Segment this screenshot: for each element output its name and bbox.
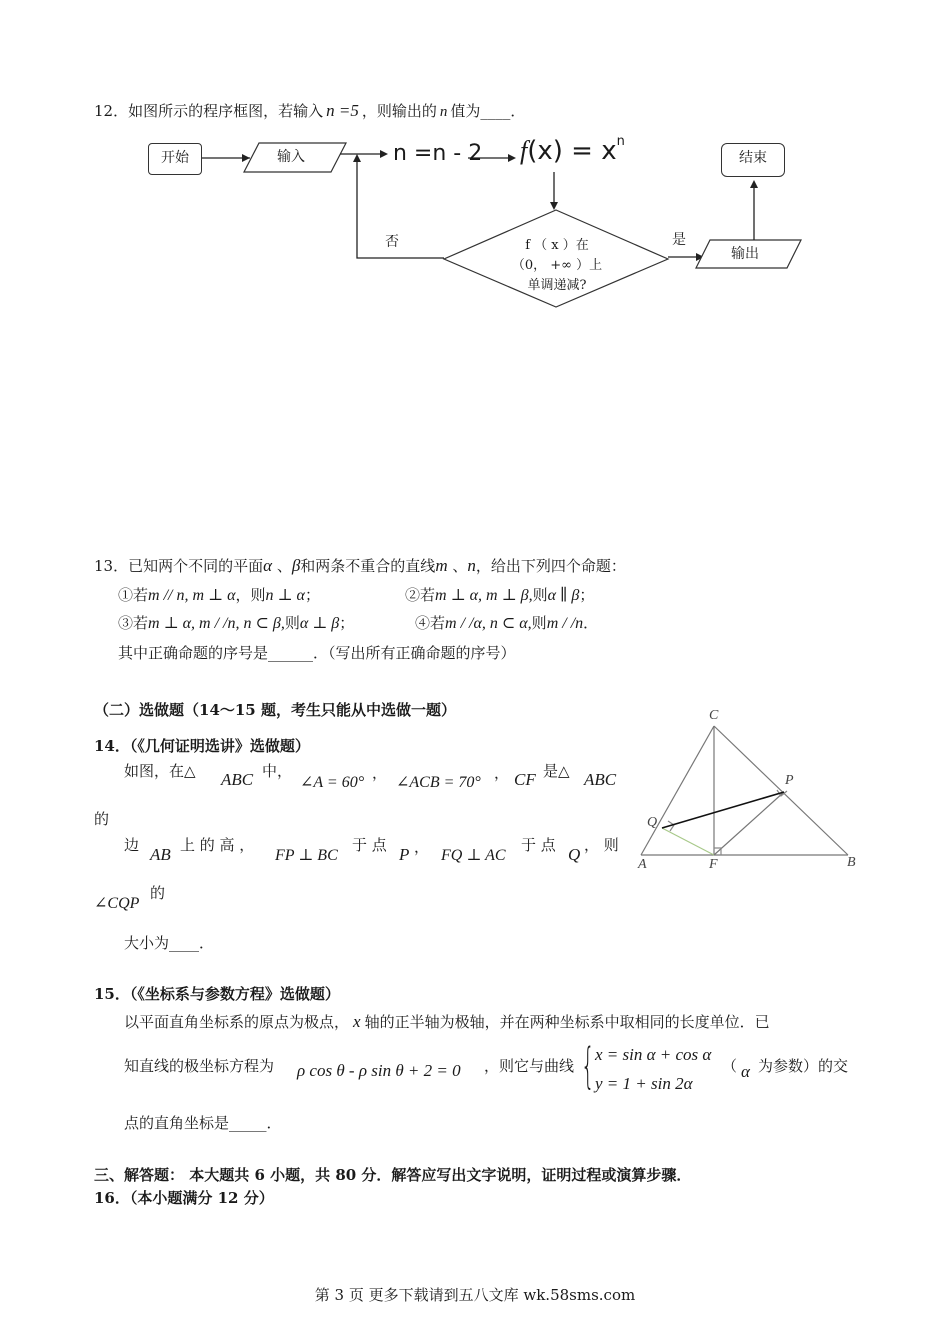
- q14-l1b: 中，: [262, 762, 293, 780]
- q14-cqp: ∠CQP: [94, 895, 140, 912]
- q12-text-a: 如图所示的程序框图，若输入: [128, 102, 324, 120]
- cond-line1: f （ x ）在: [525, 238, 589, 253]
- q14-l3b: 上 的 高 ，: [180, 836, 255, 854]
- p1-num: ①若: [118, 586, 149, 604]
- p3-num: ③若: [118, 614, 149, 632]
- fig-label-c: C: [709, 708, 719, 723]
- q13-alpha: α: [263, 556, 273, 575]
- p2-num: ②若: [405, 586, 436, 604]
- q12-text-b: ，则输出的: [361, 102, 437, 120]
- flow-update-label: n =n - 2: [393, 141, 483, 166]
- p1-res: n ⊥ α: [265, 587, 305, 604]
- fig-label-p: P: [785, 773, 794, 788]
- p2-end: ；: [579, 586, 595, 604]
- q14-comma1: ，: [372, 764, 388, 782]
- q14-l3d: ，: [414, 838, 430, 856]
- p4-res: m / /n: [546, 615, 584, 632]
- q12-input-value: n =5: [326, 101, 359, 120]
- q14-number: 14．: [94, 737, 130, 755]
- p3-res: α ⊥ β: [299, 615, 340, 632]
- q15-l1a: 以平面直角坐标系的原点为极点，: [124, 1013, 350, 1031]
- q15-title-text: （《坐标系与参数方程》选做题）: [129, 985, 340, 1003]
- q15-alpha: α: [741, 1062, 750, 1081]
- q15-line1: [124, 1011, 770, 1032]
- q14-l1c: 是△: [543, 762, 570, 780]
- flow-func-rest: (x) = x: [527, 136, 617, 166]
- q14-line2: 的: [94, 810, 110, 828]
- q14-abc2: ABC: [584, 770, 617, 789]
- p2-then: 则: [532, 586, 548, 604]
- p4-num: ④若: [415, 614, 446, 632]
- q15-title: [94, 983, 340, 1004]
- flow-yes-label: 是: [672, 232, 686, 248]
- p3-cond: m ⊥ α, m / /n, n ⊂ β,: [148, 615, 285, 632]
- q14-angle-acb: ∠ACB = 70°: [396, 774, 481, 791]
- q13-text-c: ，给出下列四个命题：: [475, 557, 626, 575]
- page-footer: 第 3 页 更多下载请到五八文库 wk.58sms.com: [314, 1286, 636, 1304]
- q15-brace: {: [581, 1038, 595, 1094]
- flow-end-label: 结束: [739, 150, 767, 166]
- q15-l2c: （: [722, 1057, 738, 1075]
- q13-sep1: 、: [272, 557, 292, 575]
- q14-ab: AB: [150, 845, 171, 864]
- p2-cond: m ⊥ α, m ⊥ β,: [435, 587, 533, 604]
- q14-title-text: （《几何证明选讲》选做题）: [129, 737, 310, 755]
- q14-l3f: ， 则: [584, 836, 619, 854]
- q15-line3: 点的直角坐标是_____．: [124, 1114, 282, 1132]
- q15-curve-x: x = sin α + cos α: [595, 1045, 712, 1064]
- p4-cond: m / /α, n ⊂ α,: [445, 615, 532, 632]
- flow-output-label: 输出: [731, 246, 759, 262]
- q14-cf: CF: [514, 770, 536, 789]
- cond-line2: （0， +∞ ）上: [511, 258, 603, 273]
- segment-fp: [714, 792, 784, 855]
- q13-text-b: 和两条不重合的直线: [300, 557, 436, 575]
- q14-l3e: 于 点: [521, 836, 556, 854]
- q14-l1a: 如图，在△: [124, 762, 196, 780]
- q14-p: P: [399, 845, 410, 864]
- q13-text-a: 已知两个不同的平面: [128, 557, 264, 575]
- p1-then: ，则: [235, 586, 266, 604]
- q14-fp: FP ⊥ BC: [275, 847, 338, 864]
- q13-n: n: [467, 556, 476, 575]
- fig-label-a: A: [638, 857, 647, 872]
- q13-number: 13．: [94, 557, 129, 575]
- q15-polar-eq: ρ cos θ - ρ sin θ + 2 = 0: [297, 1061, 461, 1080]
- q15-number: 15．: [94, 985, 130, 1003]
- q16-heading: 16．（本小题满分 12 分）: [94, 1189, 274, 1207]
- section-3-heading: 三、解答题： 本大题共 6 小题，共 80 分．解答应写出文字说明，证明过程或演算步骤．: [94, 1166, 692, 1184]
- section-2-heading: （二）选做题（14～15 题，考生只能从中选做一题）: [94, 701, 456, 719]
- p3-end: ；: [339, 614, 355, 632]
- p2-res: α ∥ β: [547, 587, 580, 604]
- fig-label-b: B: [847, 855, 856, 870]
- q13-m: m: [435, 556, 448, 575]
- q13-beta: β: [291, 556, 301, 575]
- cond-line3: 单调递减?: [527, 278, 587, 293]
- q13-sep2: 、: [447, 557, 468, 575]
- q14-l4b: 的: [150, 884, 166, 902]
- flow-func-f: f: [520, 136, 528, 165]
- flow-input-label: 输入: [277, 149, 305, 165]
- side-cb: [714, 726, 848, 855]
- flow-start-label: 开始: [161, 150, 189, 166]
- q15-l2a: 知直线的极坐标方程为: [124, 1057, 275, 1075]
- q14-l3a: 边: [124, 836, 140, 854]
- q15-x: x: [353, 1012, 361, 1031]
- q14-abc: ABC: [221, 770, 254, 789]
- q14-comma2: ，: [494, 764, 510, 782]
- q12-n-var: n: [439, 104, 448, 120]
- segment-fq: [662, 828, 714, 855]
- q15-curve-y: y = 1 + sin 2α: [595, 1074, 693, 1093]
- p4-end: ．: [583, 614, 599, 632]
- flow-no-label: 否: [385, 234, 399, 250]
- p4-then: 则: [531, 614, 547, 632]
- q12-number: 12．: [94, 102, 129, 120]
- q14-q: Q: [568, 845, 581, 864]
- q14-fq: FQ ⊥ AC: [441, 847, 506, 864]
- q13-ask: 其中正确命题的序号是______．（写出所有正确命题的序号）: [118, 644, 516, 662]
- q14-angle-a: ∠A = 60°: [300, 774, 365, 791]
- p1-cond: m // n, m ⊥ α: [148, 587, 236, 604]
- q15-l1b: 轴的正半轴为极轴，并在两种坐标系中取相同的长度单位．已: [364, 1013, 770, 1031]
- segment-qp: [662, 792, 784, 828]
- q14-line5: 大小为____．: [124, 934, 215, 952]
- q15-l2d: 为参数）的交: [758, 1057, 849, 1075]
- fig-label-f: F: [709, 857, 718, 872]
- fig-label-q: Q: [647, 815, 658, 830]
- flow-func-exp: n: [616, 134, 625, 149]
- p1-end: ；: [304, 586, 320, 604]
- q14-l3c: 于 点: [352, 836, 387, 854]
- p3-then: 则: [284, 614, 300, 632]
- q12-text-c: 值为____．: [450, 102, 526, 120]
- q15-l2b: ，则它与曲线: [484, 1057, 575, 1075]
